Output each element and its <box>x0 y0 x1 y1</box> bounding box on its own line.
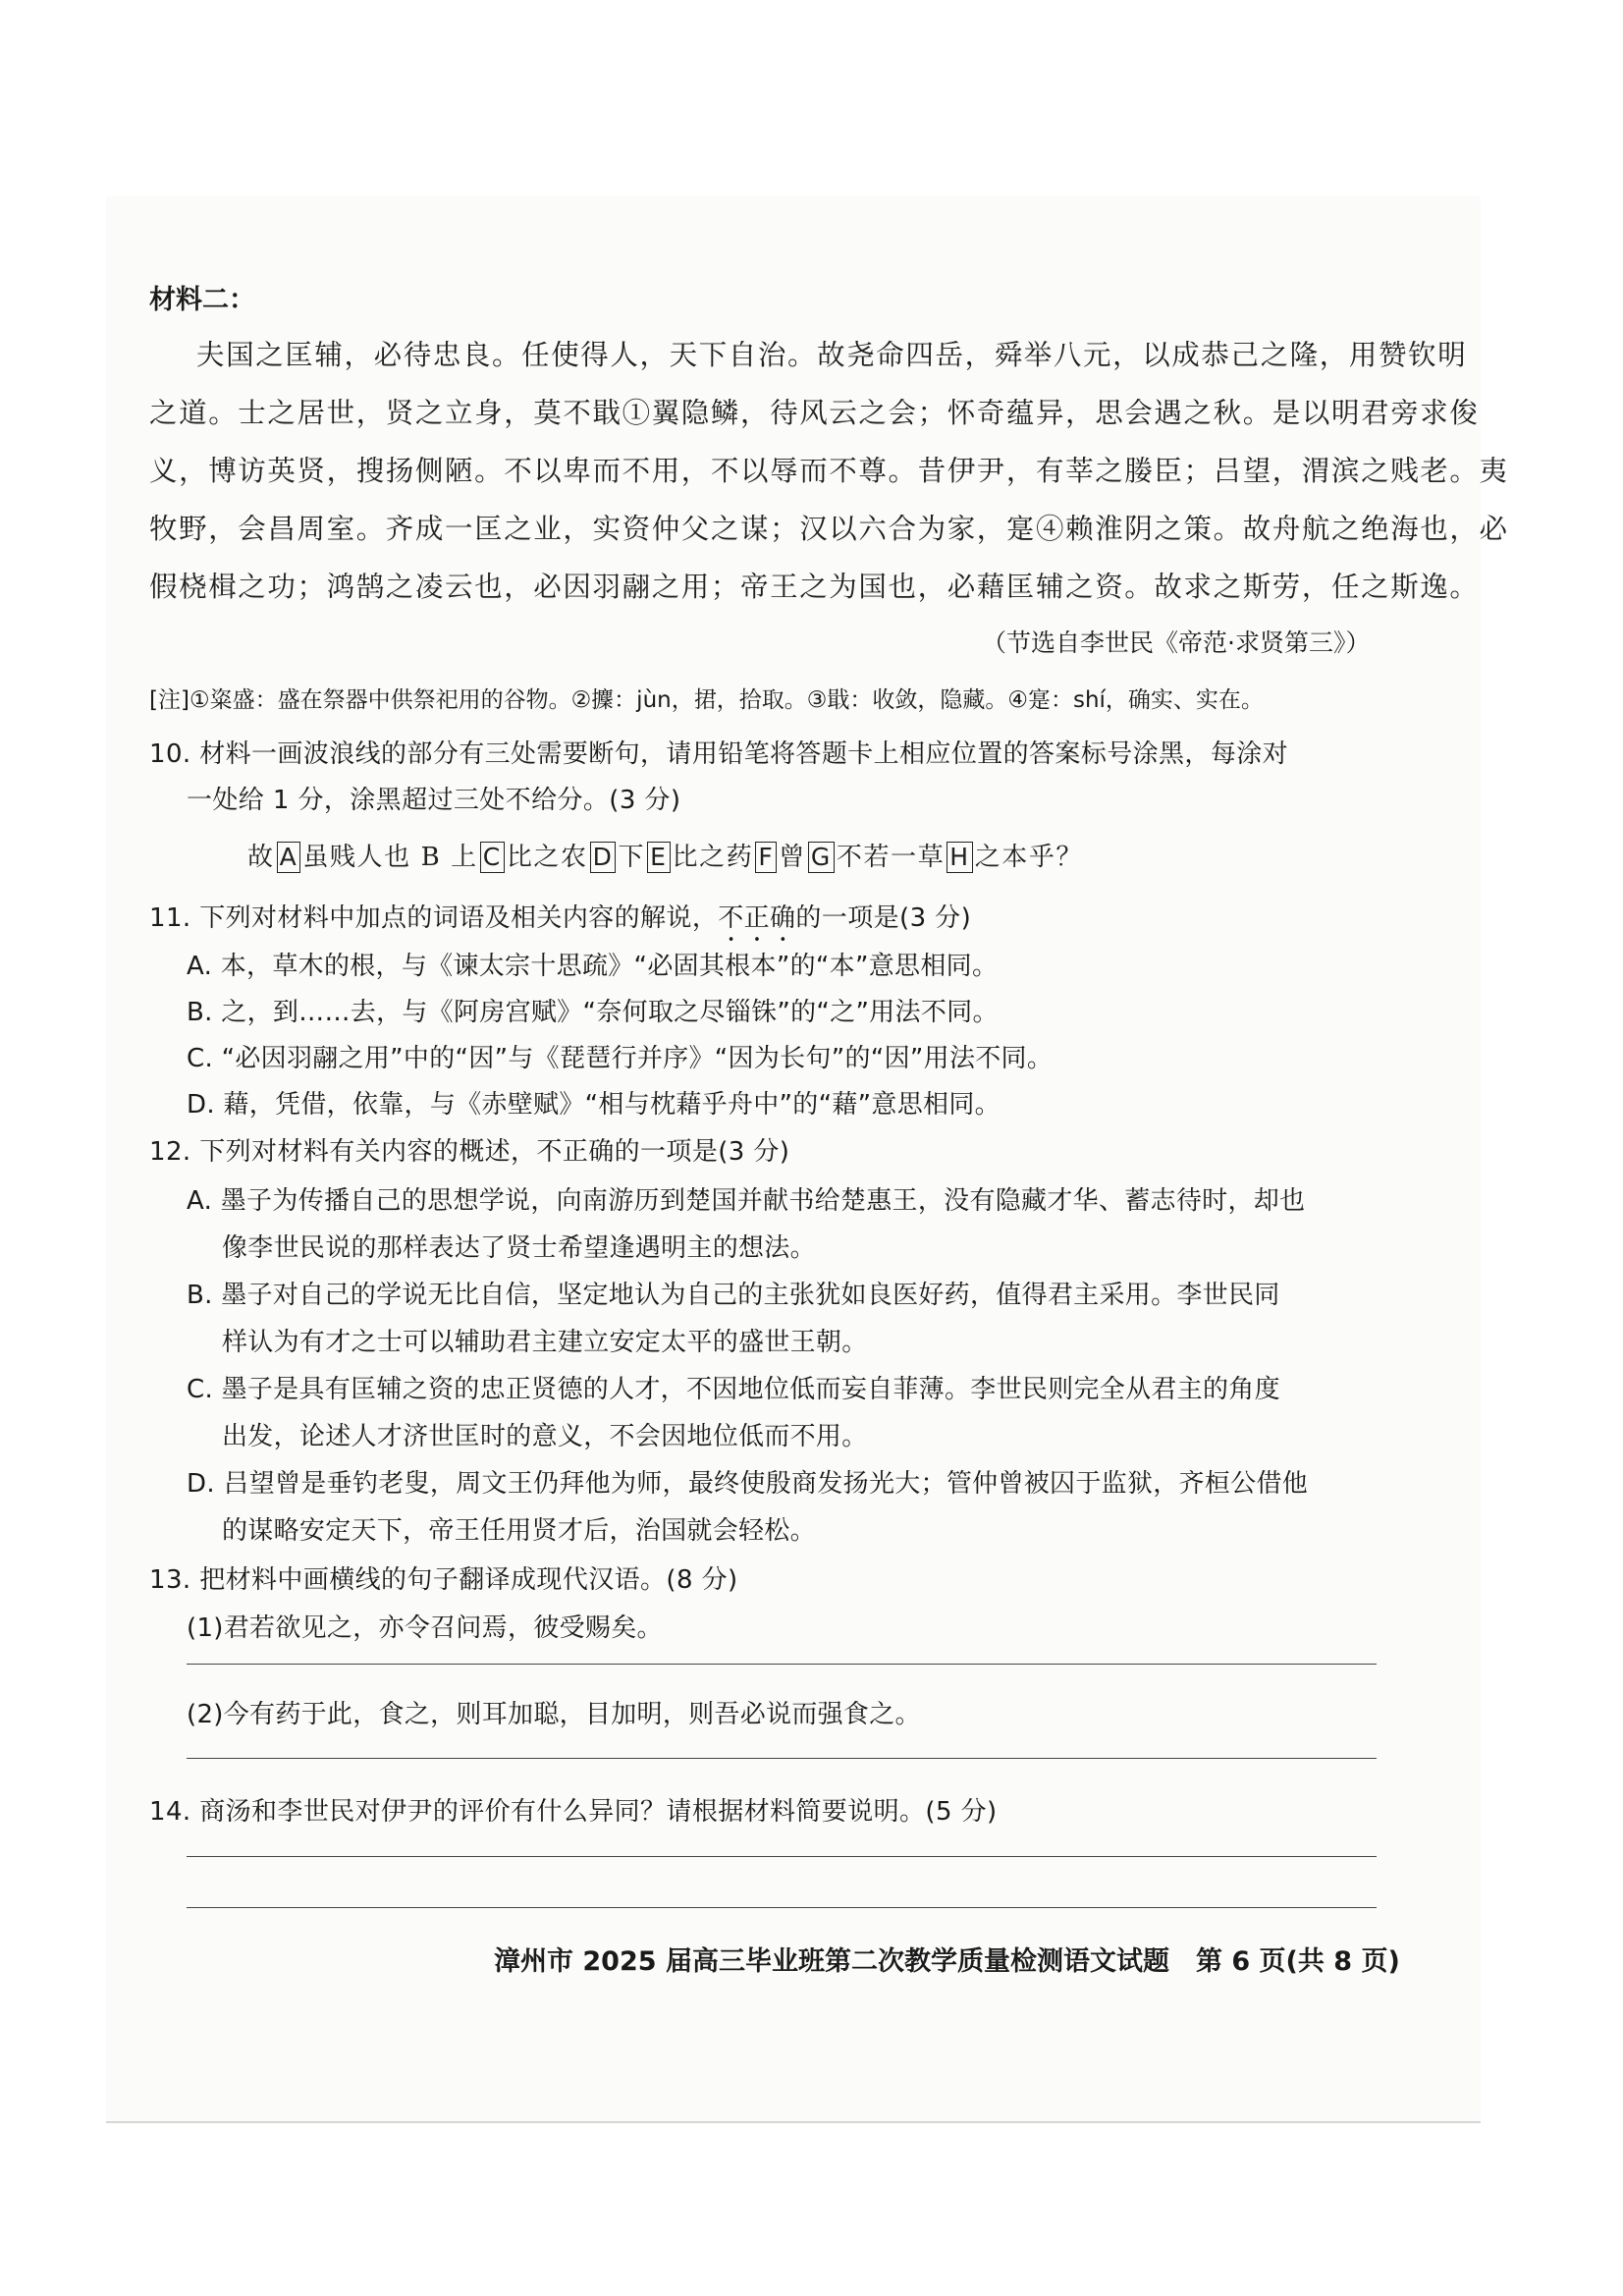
question-11-option-a: A. 本，草木的根，与《谏太宗十思疏》“必固其根本”的“本”意思相同。 <box>187 952 999 981</box>
segment-text: 不若一草 <box>836 843 946 872</box>
stem-text: 的一项是(3 分) <box>795 903 972 933</box>
emphasis-text: 不正确 <box>718 903 796 933</box>
passage-line: 义，博访英贤，搜扬侧陋。不以卑而不用，不以辱而不尊。昔伊尹，有莘之媵臣；吕望，渭滨之贱老。夷 <box>149 455 1509 487</box>
break-option-f[interactable]: F <box>755 842 777 873</box>
question-12-stem: 12. 下列对材料有关内容的概述，不正确的一项是(3 分) <box>149 1137 790 1167</box>
stem-text: 11. 下列对材料中加点的词语及相关内容的解说， <box>149 903 719 933</box>
question-10-stem: 10. 材料一画波浪线的部分有三处需要断句，请用铅笔将答题卡上相应位置的答案标号涂黑，每涂对 <box>149 739 1289 769</box>
passage-line: 之道。士之居世，贤之立身，莫不戢①翼隐鳞，待风云之会；怀奇蕴异，思会遇之秋。是以明君旁求俊 <box>149 397 1480 429</box>
question-14-stem: 14. 商汤和李世民对伊尹的评价有什么异同？请根据材料简要说明。(5 分) <box>149 1797 998 1827</box>
segment-text: 虽贱人也 B 上 <box>302 843 478 872</box>
segment-text: 之本乎？ <box>974 843 1084 872</box>
segment-text: 比之药 <box>672 843 754 872</box>
answer-line[interactable] <box>187 1664 1377 1665</box>
answer-line[interactable] <box>187 1907 1377 1908</box>
passage-line: 牧野，会昌周室。齐成一匡之业，实资仲父之谋；汉以六合为家，寔④赖淮阴之策。故舟航之绝海也，必 <box>149 513 1509 545</box>
answer-line[interactable] <box>187 1758 1377 1759</box>
annotation-note: [注]①粢盛：盛在祭器中供祭祀用的谷物。②攈：jùn，捃，拾取。③戢：收敛，隐藏。④寔：shí，确实、实在。 <box>149 687 1264 713</box>
question-10-stem-cont: 一处给 1 分，涂黑超过三处不给分。(3 分) <box>187 786 681 815</box>
question-11-option-d: D. 藉，凭借，依靠，与《赤壁赋》“相与枕藉乎舟中”的“藉”意思相同。 <box>187 1090 1001 1120</box>
sentence-break-options <box>247 837 1083 873</box>
passage-line: 夫国之匡辅，必待忠良。任使得人，天下自治。故尧命四岳，舜举八元，以成恭己之隆，用赞钦明 <box>196 339 1468 371</box>
question-11-option-b: B. 之，到……去，与《阿房宫赋》“奈何取之尽锱铢”的“之”用法不同。 <box>187 998 999 1027</box>
segment-text: 曾 <box>779 843 806 872</box>
page-footer: 漳州市 2025 届高三毕业班第二次教学质量检测语文试题 第 6 页(共 8 页) <box>494 1946 1400 1977</box>
break-option-e[interactable]: E <box>647 842 670 873</box>
question-13-sentence-2: (2)今有药于此，食之，则耳加聪，目加明，则吾必说而强食之。 <box>187 1700 921 1729</box>
question-12-option-d-cont: 的谋略安定天下，帝王任用贤才后，治国就会轻松。 <box>222 1516 816 1546</box>
question-12-option-b: B. 墨子对自己的学说无比自信，坚定地认为自己的主张犹如良医好药，值得君主采用。李世民同 <box>187 1281 1280 1310</box>
question-12-option-b-cont: 样认为有才之士可以辅助君主建立安定太平的盛世王朝。 <box>222 1328 868 1357</box>
segment-text: 故 <box>247 843 275 872</box>
question-13-stem: 13. 把材料中画横线的句子翻译成现代汉语。(8 分) <box>149 1565 738 1595</box>
question-11-option-c: C. “必因羽翮之用”中的“因”与《琵琶行并序》“因为长句”的“因”用法不同。 <box>187 1044 1054 1073</box>
break-option-d[interactable]: D <box>590 842 617 873</box>
answer-line[interactable] <box>187 1856 1377 1857</box>
break-option-h[interactable]: H <box>947 842 972 873</box>
material-heading: 材料二： <box>149 285 255 315</box>
question-12-option-c-cont: 出发，论述人才济世匡时的意义，不会因地位低而不用。 <box>222 1422 868 1451</box>
segment-text: 下 <box>618 843 646 872</box>
question-12-option-a-cont: 像李世民说的那样表达了贤士希望逢遇明主的想法。 <box>222 1233 816 1263</box>
segment-text: 比之农 <box>506 843 588 872</box>
question-12-option-a: A. 墨子为传播自己的思想学说，向南游历到楚国并献书给楚惠王，没有隐藏才华、蓄志待时，却也 <box>187 1186 1306 1216</box>
question-12-option-c: C. 墨子是具有匡辅之资的忠正贤德的人才，不因地位低而妄自菲薄。李世民则完全从君主的角度 <box>187 1375 1280 1404</box>
question-12-option-d: D. 吕望曾是垂钓老叟，周文王仍拜他为师，最终使殷商发扬光大；管仲曾被囚于监狱，齐桓公借他 <box>187 1469 1309 1499</box>
break-option-g[interactable]: G <box>808 842 835 873</box>
break-option-c[interactable]: C <box>480 842 505 873</box>
passage-line: 假桡楫之功；鸿鹄之凌云也，必因羽翮之用；帝王之为国也，必藉匡辅之资。故求之斯劳，任之斯逸。 <box>149 571 1480 603</box>
break-option-a[interactable]: A <box>277 842 301 873</box>
passage-source: （节选自李世民《帝范·求贤第三》） <box>982 629 1371 657</box>
question-13-sentence-1: (1)君若欲见之，亦令召问焉，彼受赐矣。 <box>187 1613 663 1643</box>
question-11-stem <box>149 898 971 948</box>
